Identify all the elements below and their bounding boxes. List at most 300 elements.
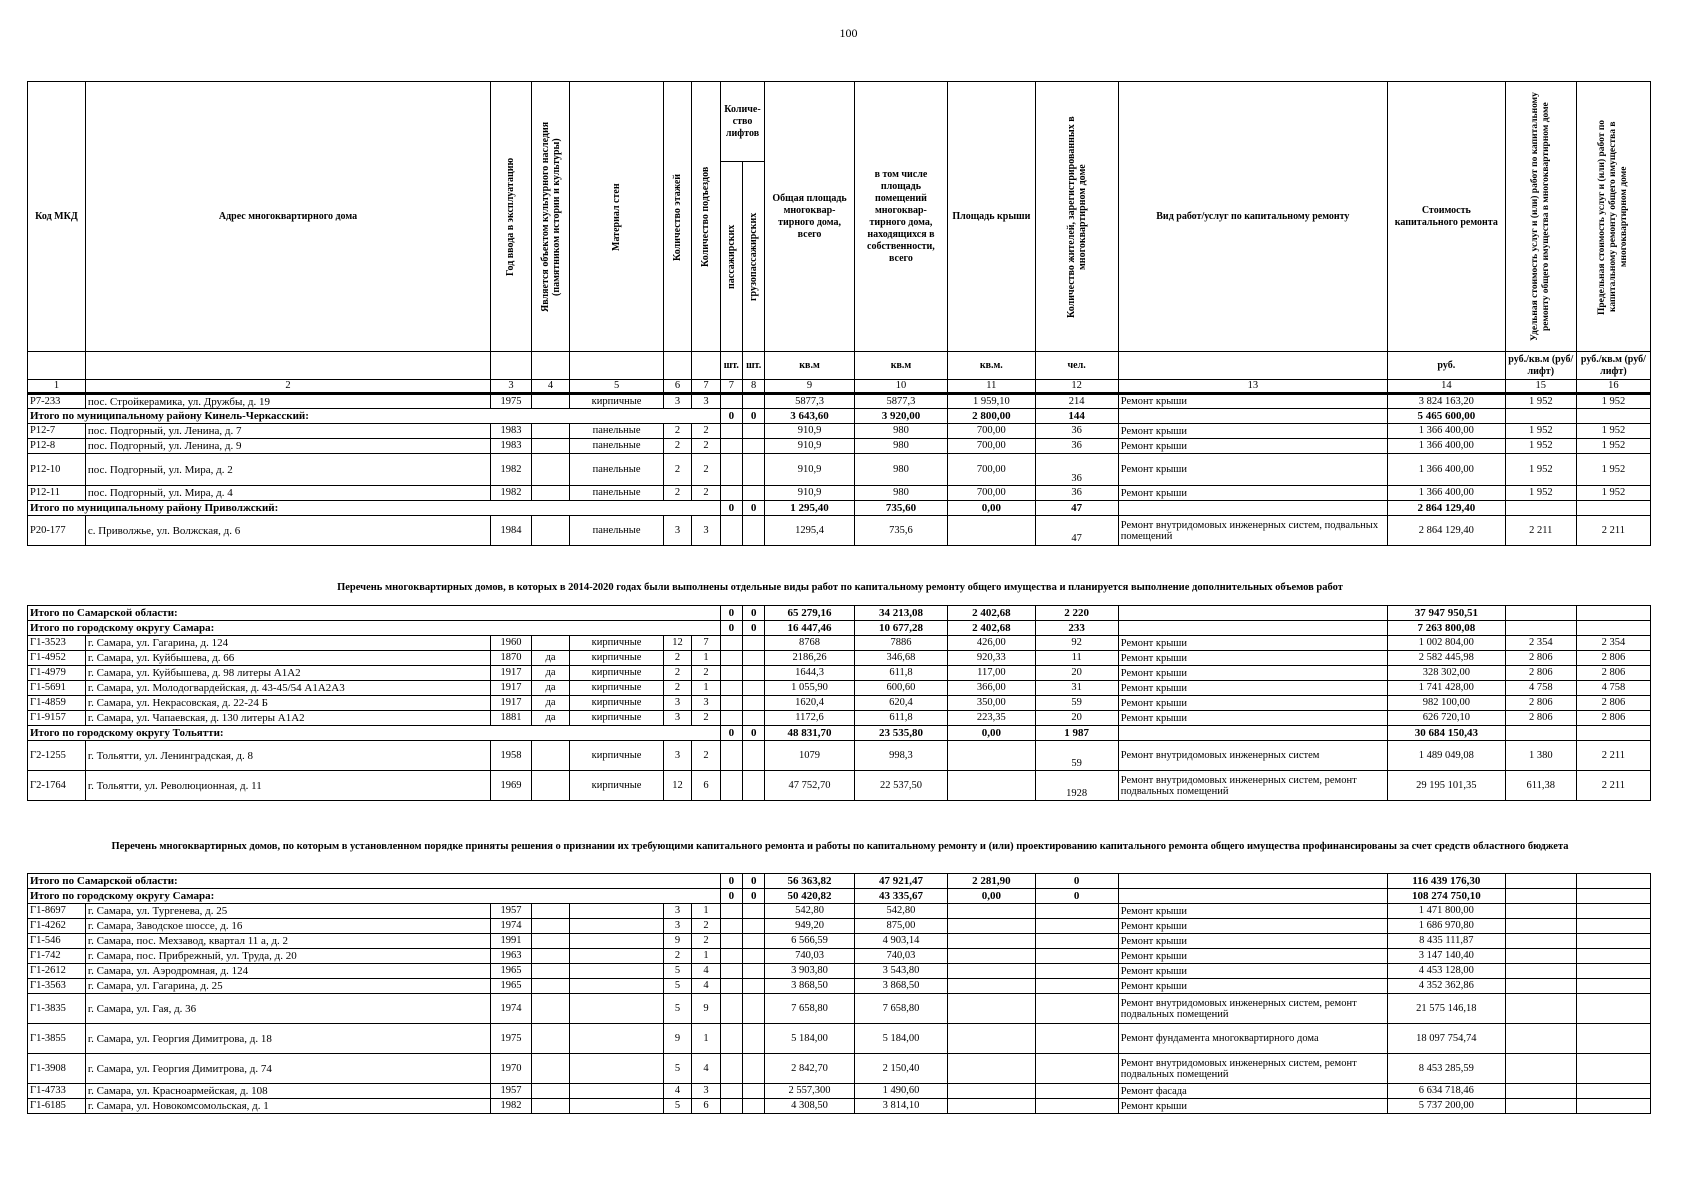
table-cell: 328 302,00: [1387, 666, 1505, 681]
unit-roof: кв.м.: [948, 352, 1035, 380]
subtotal-row: [28, 501, 1651, 516]
table-cell: Р12-10: [28, 454, 86, 486]
table-cell: 1 686 970,80: [1387, 919, 1505, 934]
table-cell: 4: [692, 979, 720, 994]
table-cell: [1576, 1024, 1650, 1054]
table-row: [28, 904, 1651, 919]
column-number: 7: [692, 380, 720, 394]
subtotal-value: [1576, 501, 1650, 516]
subtotal-value: 48 831,70: [765, 726, 854, 741]
table-cell: пос. Стройкерамика, ул. Дружбы, д. 19: [85, 394, 490, 409]
table-cell: [720, 439, 742, 454]
table-cell: кирпичные: [570, 651, 663, 666]
table-cell: 31: [1035, 681, 1118, 696]
subtotal-value: 0: [720, 889, 742, 904]
table-cell: 5: [663, 994, 691, 1024]
table-cell: Г1-6185: [28, 1099, 86, 1114]
table-cell: [1505, 1054, 1576, 1084]
subtotal-value: [1576, 621, 1650, 636]
table-cell: г. Самара, ул. Георгия Димитрова, д. 18: [85, 1024, 490, 1054]
table-row: [28, 486, 1651, 501]
table-cell: [1576, 979, 1650, 994]
table-cell: Ремонт крыши: [1118, 439, 1387, 454]
table-cell: 980: [854, 424, 947, 439]
table-cell: [743, 1099, 765, 1114]
table-cell: кирпичные: [570, 711, 663, 726]
table-cell: 1957: [491, 1084, 532, 1099]
table-cell: 9: [663, 1024, 691, 1054]
table-cell: 22 537,50: [854, 771, 947, 801]
table-cell: 12: [663, 771, 691, 801]
table-cell: [1505, 994, 1576, 1024]
table-cell: 5877,3: [854, 394, 947, 409]
table-cell: [531, 1099, 570, 1114]
table-cell: 5 737 200,00: [1387, 1099, 1505, 1114]
table-cell: [720, 771, 742, 801]
table-cell: Г1-5691: [28, 681, 86, 696]
table-row: [28, 711, 1651, 726]
table-cell: [570, 964, 663, 979]
table-cell: 910,9: [765, 424, 854, 439]
table-cell: г. Самара, ул. Гагарина, д. 25: [85, 979, 490, 994]
table-cell: Г1-3835: [28, 994, 86, 1024]
subtotal-value: 2 864 129,40: [1387, 501, 1505, 516]
table-cell: Г1-546: [28, 934, 86, 949]
table-cell: 1983: [491, 424, 532, 439]
subtotal-row: [28, 889, 1651, 904]
subtotal-value: 0: [743, 874, 765, 889]
table-cell: пос. Подгорный, ул. Мира, д. 4: [85, 486, 490, 501]
subtotal-value: [1118, 606, 1387, 621]
table-cell: [531, 994, 570, 1024]
table-cell: [948, 979, 1035, 994]
table-cell: 1982: [491, 454, 532, 486]
table-cell: 2: [692, 454, 720, 486]
table-cell: [948, 1024, 1035, 1054]
table-cell: [948, 516, 1035, 546]
table-cell: Г1-8697: [28, 904, 86, 919]
table-cell: Ремонт крыши: [1118, 949, 1387, 964]
subtotal-value: [1118, 889, 1387, 904]
table-cell: [1505, 1084, 1576, 1099]
col-heritage: Является объектом культурного наследия (памятником истории и культуры): [531, 82, 570, 352]
table-cell: [1576, 994, 1650, 1024]
subtotal-value: 2 220: [1035, 606, 1118, 621]
table-cell: 1975: [491, 1024, 532, 1054]
table-cell: 1958: [491, 741, 532, 771]
subtotal-value: 0: [720, 501, 742, 516]
table-cell: 3: [663, 919, 691, 934]
subtotal-value: 1 295,40: [765, 501, 854, 516]
section-2-table: [27, 605, 1651, 801]
table-cell: 1644,3: [765, 666, 854, 681]
subtotal-value: 735,60: [854, 501, 947, 516]
table-cell: [720, 1099, 742, 1114]
table-cell: 1984: [491, 516, 532, 546]
table-cell: 1 952: [1576, 439, 1650, 454]
table-cell: 1 952: [1576, 486, 1650, 501]
table-cell: 1 952: [1505, 486, 1576, 501]
table-cell: Ремонт крыши: [1118, 934, 1387, 949]
table-cell: 8 435 111,87: [1387, 934, 1505, 949]
col-cargo: грузопассажирских: [743, 162, 765, 352]
table-cell: 2 806: [1505, 666, 1576, 681]
table-cell: [720, 696, 742, 711]
table-cell: кирпичные: [570, 666, 663, 681]
subtotal-label: Итого по городскому округу Тольятти:: [28, 726, 721, 741]
column-number: 8: [743, 380, 765, 394]
table-row: [28, 651, 1651, 666]
table-row: [28, 454, 1651, 486]
table-cell: Р12-8: [28, 439, 86, 454]
table-cell: г. Самара, ул. Новокомсомольская, д. 1: [85, 1099, 490, 1114]
table-cell: 2 557,300: [765, 1084, 854, 1099]
subtotal-value: [1576, 409, 1650, 424]
table-cell: [743, 949, 765, 964]
table-cell: 366,00: [948, 681, 1035, 696]
table-cell: [531, 439, 570, 454]
table-cell: [531, 949, 570, 964]
subtotal-value: [1576, 874, 1650, 889]
table-cell: Ремонт крыши: [1118, 904, 1387, 919]
table-cell: 1 366 400,00: [1387, 454, 1505, 486]
table-cell: 3 868,50: [765, 979, 854, 994]
table-cell: [743, 454, 765, 486]
table-cell: 910,9: [765, 486, 854, 501]
section-3-table: [27, 873, 1651, 1114]
table-row: [28, 949, 1651, 964]
table-cell: 3 814,10: [854, 1099, 947, 1114]
table-cell: [743, 681, 765, 696]
table-cell: [570, 1099, 663, 1114]
table-cell: г. Самара, ул. Георгия Димитрова, д. 74: [85, 1054, 490, 1084]
table-cell: кирпичные: [570, 394, 663, 409]
subtotal-value: 2 402,68: [948, 621, 1035, 636]
table-cell: Р7-233: [28, 394, 86, 409]
subtotal-label: Итого по Самарской области:: [28, 606, 721, 621]
table-cell: [743, 904, 765, 919]
subtotal-value: 116 439 176,30: [1387, 874, 1505, 889]
table-cell: Ремонт крыши: [1118, 711, 1387, 726]
table-cell: 735,6: [854, 516, 947, 546]
table-cell: 2: [663, 651, 691, 666]
table-cell: 4: [692, 1054, 720, 1084]
subtotal-value: [1118, 621, 1387, 636]
table-cell: 1965: [491, 964, 532, 979]
table-cell: 611,8: [854, 711, 947, 726]
table-cell: [720, 711, 742, 726]
subtotal-label: Итого по Самарской области:: [28, 874, 721, 889]
table-cell: [531, 424, 570, 439]
table-cell: Г2-1764: [28, 771, 86, 801]
table-cell: [531, 919, 570, 934]
table-cell: 3: [663, 516, 691, 546]
table-cell: 350,00: [948, 696, 1035, 711]
table-cell: 740,03: [854, 949, 947, 964]
table-cell: 3 903,80: [765, 964, 854, 979]
table-cell: 346,68: [854, 651, 947, 666]
table-cell: 36: [1035, 439, 1118, 454]
table-cell: [720, 681, 742, 696]
table-cell: [743, 934, 765, 949]
table-row: [28, 636, 1651, 651]
table-cell: Ремонт фасада: [1118, 1084, 1387, 1099]
table-cell: 5877,3: [765, 394, 854, 409]
table-cell: 1 002 804,00: [1387, 636, 1505, 651]
table-cell: [570, 979, 663, 994]
table-cell: [743, 771, 765, 801]
table-cell: г. Тольятти, ул. Революционная, д. 11: [85, 771, 490, 801]
subtotal-value: [1576, 606, 1650, 621]
table-cell: да: [531, 696, 570, 711]
table-row: [28, 964, 1651, 979]
table-cell: Ремонт крыши: [1118, 651, 1387, 666]
table-cell: 2 806: [1505, 696, 1576, 711]
table-cell: [720, 666, 742, 681]
table-cell: 2 211: [1576, 771, 1650, 801]
table-cell: 2 806: [1576, 711, 1650, 726]
table-cell: [948, 919, 1035, 934]
col-max-cost: Предельная стоимость услуг и (или) работ по капитальному ремонту общего имущества в многоквартирном доме: [1576, 82, 1650, 352]
table-cell: [948, 1084, 1035, 1099]
section-2-title: Перечень многоквартирных домов, в которых в 2014-2020 годах были выполнены отдельные виды работ по капитальному ремонту общего имущества и планируется выполнение дополнительных объемов работ: [337, 582, 1343, 593]
table-cell: г. Самара, ул. Красноармейская, д. 108: [85, 1084, 490, 1099]
table-cell: г. Самара, пос. Прибрежный, ул. Труда, д. 20: [85, 949, 490, 964]
table-cell: да: [531, 681, 570, 696]
table-cell: 3 868,50: [854, 979, 947, 994]
table-cell: г. Самара, пос. Мехзавод, квартал 11 а, д. 2: [85, 934, 490, 949]
table-cell: 2: [692, 934, 720, 949]
subtotal-label: Итого по муниципальному району Кинель-Черкасский:: [28, 409, 721, 424]
table-cell: 2: [692, 439, 720, 454]
col-passenger: пассажирских: [720, 162, 742, 352]
table-cell: 700,00: [948, 424, 1035, 439]
table-cell: 5 184,00: [765, 1024, 854, 1054]
main-table: [27, 81, 1651, 546]
subtotal-value: 47: [1035, 501, 1118, 516]
table-cell: Г1-3523: [28, 636, 86, 651]
table-cell: 36: [1035, 454, 1118, 486]
table-cell: 2: [663, 454, 691, 486]
table-cell: [948, 771, 1035, 801]
table-cell: 1172,6: [765, 711, 854, 726]
table-cell: 1 366 400,00: [1387, 486, 1505, 501]
column-number: 3: [491, 380, 532, 394]
table-cell: Ремонт крыши: [1118, 964, 1387, 979]
col-year: Год ввода в эксплуатацию: [491, 82, 532, 352]
subtotal-value: [1118, 501, 1387, 516]
table-cell: Ремонт крыши: [1118, 454, 1387, 486]
table-cell: 2 582 445,98: [1387, 651, 1505, 666]
table-cell: [743, 696, 765, 711]
table-cell: 542,80: [854, 904, 947, 919]
subtotal-value: [1505, 889, 1576, 904]
table-cell: 3: [692, 696, 720, 711]
subtotal-value: [1505, 726, 1576, 741]
table-cell: 1 952: [1505, 454, 1576, 486]
table-cell: 6 634 718,46: [1387, 1084, 1505, 1099]
table-cell: 1: [692, 949, 720, 964]
column-number: 7: [720, 380, 742, 394]
column-number: 12: [1035, 380, 1118, 394]
table-cell: [570, 919, 663, 934]
subtotal-value: 2 800,00: [948, 409, 1035, 424]
table-cell: [720, 516, 742, 546]
table-cell: 117,00: [948, 666, 1035, 681]
table-cell: 1974: [491, 919, 532, 934]
table-cell: 2 842,70: [765, 1054, 854, 1084]
subtotal-value: 47 921,47: [854, 874, 947, 889]
table-cell: [1505, 964, 1576, 979]
table-cell: 1983: [491, 439, 532, 454]
table-cell: г. Самара, ул. Гагарина, д. 124: [85, 636, 490, 651]
units-row: [28, 352, 1651, 380]
table-cell: [720, 904, 742, 919]
subtotal-value: 5 465 600,00: [1387, 409, 1505, 424]
table-cell: [948, 904, 1035, 919]
table-cell: 998,3: [854, 741, 947, 771]
unit-area: кв.м: [765, 352, 854, 380]
table-cell: 5: [663, 1054, 691, 1084]
table-cell: [1035, 979, 1118, 994]
unit-max: руб./кв.м (руб/лифт): [1576, 352, 1650, 380]
table-cell: 1982: [491, 1099, 532, 1114]
subtotal-value: 0,00: [948, 726, 1035, 741]
table-row: [28, 439, 1651, 454]
table-cell: [1505, 1024, 1576, 1054]
table-cell: Г1-3908: [28, 1054, 86, 1084]
table-cell: 2: [663, 681, 691, 696]
col-work-type: Вид работ/услуг по капитальному ремонту: [1118, 82, 1387, 352]
subtotal-value: 16 447,46: [765, 621, 854, 636]
col-code: Код МКД: [28, 82, 86, 352]
subtotal-value: 0: [720, 621, 742, 636]
table-cell: 7 658,80: [765, 994, 854, 1024]
table-cell: [1035, 919, 1118, 934]
subtotal-value: 0: [1035, 889, 1118, 904]
table-cell: 2186,26: [765, 651, 854, 666]
column-number: 15: [1505, 380, 1576, 394]
table-cell: 700,00: [948, 439, 1035, 454]
col-entrances: Количество подъездов: [692, 82, 720, 352]
table-cell: 4 758: [1576, 681, 1650, 696]
table-cell: да: [531, 666, 570, 681]
table-cell: [531, 964, 570, 979]
table-cell: 47: [1035, 516, 1118, 546]
table-cell: 4 758: [1505, 681, 1576, 696]
table-cell: 1 366 400,00: [1387, 424, 1505, 439]
table-cell: 1: [692, 681, 720, 696]
subtotal-value: 0: [720, 874, 742, 889]
table-cell: 611,38: [1505, 771, 1576, 801]
table-cell: [743, 711, 765, 726]
table-cell: [720, 1024, 742, 1054]
table-cell: 2: [692, 919, 720, 934]
table-cell: 1928: [1035, 771, 1118, 801]
column-number: 1: [28, 380, 86, 394]
table-cell: [948, 1054, 1035, 1084]
table-cell: кирпичные: [570, 771, 663, 801]
table-cell: [743, 994, 765, 1024]
table-cell: [720, 919, 742, 934]
table-cell: 2 806: [1576, 666, 1650, 681]
col-cost: Стоимость капитального ремонта: [1387, 82, 1505, 352]
table-cell: [1035, 904, 1118, 919]
table-cell: [720, 394, 742, 409]
table-cell: Ремонт внутридомовых инженерных систем, ремонт подвальных помещений: [1118, 1054, 1387, 1084]
table-cell: [1576, 964, 1650, 979]
table-cell: 1917: [491, 666, 532, 681]
table-cell: 1974: [491, 994, 532, 1024]
table-cell: [1576, 934, 1650, 949]
table-cell: 59: [1035, 741, 1118, 771]
table-cell: 1965: [491, 979, 532, 994]
table-cell: 1 366 400,00: [1387, 439, 1505, 454]
table-cell: да: [531, 651, 570, 666]
column-number: 5: [570, 380, 663, 394]
col-material: Материал стен: [570, 82, 663, 352]
column-number: 2: [85, 380, 490, 394]
table-cell: 1: [692, 904, 720, 919]
subtotal-value: [1505, 409, 1576, 424]
table-row: [28, 1054, 1651, 1084]
table-cell: Г1-4859: [28, 696, 86, 711]
table-cell: [948, 741, 1035, 771]
table-cell: 1970: [491, 1054, 532, 1084]
table-cell: 1 741 428,00: [1387, 681, 1505, 696]
table-cell: 2 864 129,40: [1387, 516, 1505, 546]
table-cell: 36: [1035, 486, 1118, 501]
table-cell: 59: [1035, 696, 1118, 711]
table-cell: 2 806: [1576, 651, 1650, 666]
table-cell: 2 354: [1505, 636, 1576, 651]
table-cell: [720, 424, 742, 439]
table-cell: г. Самара, ул. Аэродромная, д. 124: [85, 964, 490, 979]
table-cell: [743, 919, 765, 934]
table-cell: 2 211: [1576, 741, 1650, 771]
subtotal-value: [1118, 874, 1387, 889]
page-number: 100: [839, 26, 858, 40]
table-cell: 5: [663, 979, 691, 994]
table-cell: г. Самара, ул. Молодогвардейская, д. 43-45/54 А1А2А3: [85, 681, 490, 696]
table-cell: 1 952: [1505, 394, 1576, 409]
table-cell: [570, 934, 663, 949]
subtotal-value: 0: [743, 606, 765, 621]
table-cell: [743, 651, 765, 666]
subtotal-value: 2 281,90: [948, 874, 1035, 889]
table-cell: пос. Подгорный, ул. Ленина, д. 7: [85, 424, 490, 439]
table-cell: [720, 454, 742, 486]
table-row: [28, 771, 1651, 801]
table-cell: 875,00: [854, 919, 947, 934]
table-cell: 6: [692, 1099, 720, 1114]
subtotal-row: [28, 621, 1651, 636]
subtotal-value: 0: [720, 726, 742, 741]
col-residents: Количество жителей, зарегистрированных в многоквартирном доме: [1035, 82, 1118, 352]
table-cell: кирпичные: [570, 741, 663, 771]
table-cell: 980: [854, 454, 947, 486]
table-cell: 1: [692, 651, 720, 666]
table-cell: 600,60: [854, 681, 947, 696]
unit-owned: кв.м: [854, 352, 947, 380]
table-cell: 910,9: [765, 439, 854, 454]
table-cell: 2: [663, 666, 691, 681]
table-cell: 4 352 362,86: [1387, 979, 1505, 994]
table-cell: [1035, 1099, 1118, 1114]
table-cell: [720, 1084, 742, 1099]
table-cell: [743, 666, 765, 681]
subtotal-value: 65 279,16: [765, 606, 854, 621]
